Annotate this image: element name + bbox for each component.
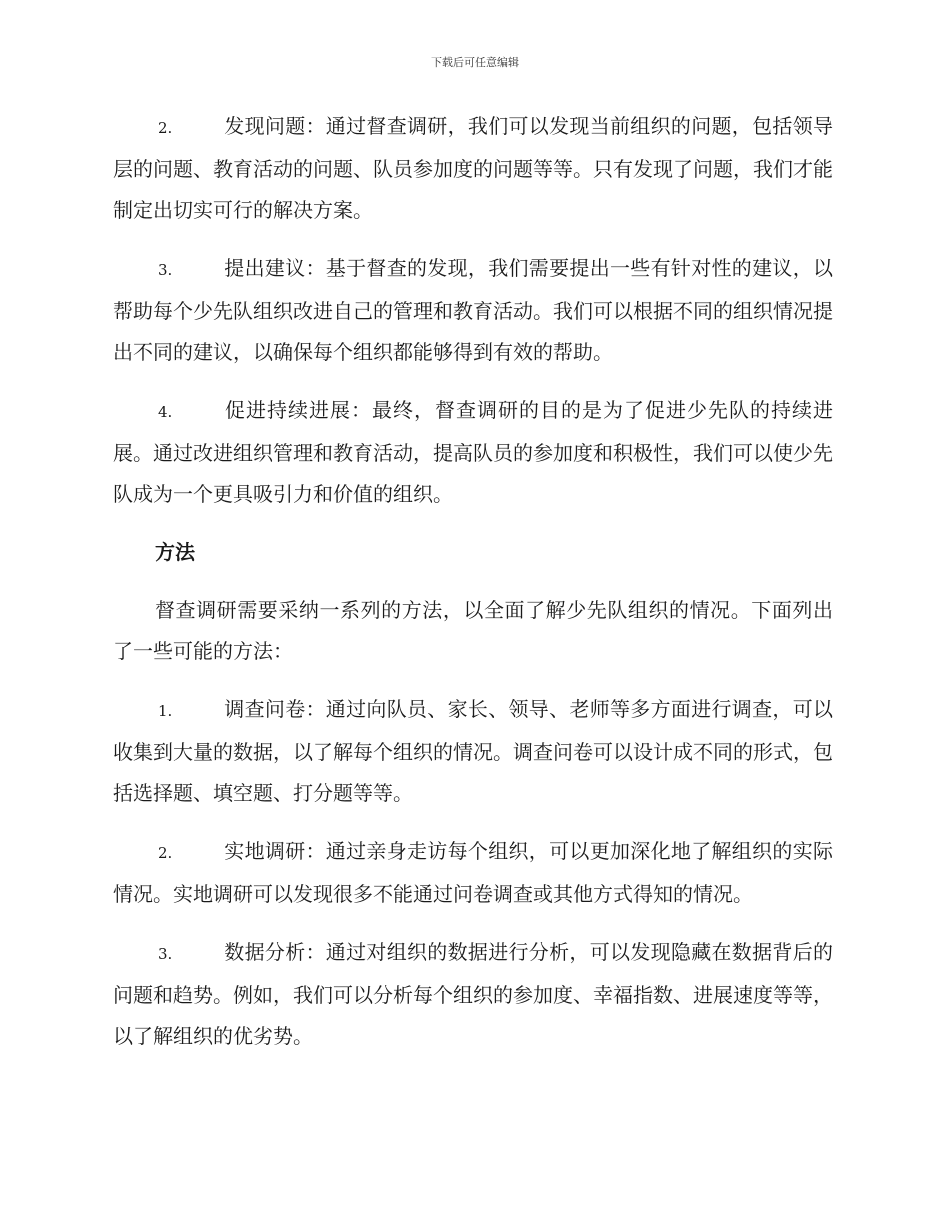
list-number: 4. bbox=[158, 403, 173, 421]
list-text: 提出建议：基于督查的发现，我们需要提出一些有针对性的建议，以帮助每个少先队组织改进自己的管理和教育活动。我们可以根据不同的组织情况提出不同的建议，以确保每个组织都能够得到有效的帮助。 bbox=[113, 256, 833, 364]
list-item bbox=[113, 248, 833, 373]
list-number: 1. bbox=[158, 702, 173, 720]
section-intro: 督查调研需要采纳一系列的方法，以全面了解少先队组织的情况。下面列出了一些可能的方法： bbox=[113, 598, 833, 663]
list-text: 实地调研：通过亲身走访每个组织，可以更加深化地了解组织的实际情况。实地调研可以发现很多不能通过问卷调查或其他方式得知的情况。 bbox=[113, 839, 833, 906]
list-item bbox=[113, 932, 833, 1057]
list-item bbox=[113, 689, 833, 814]
list-text: 促进持续进展：最终，督查调研的目的是为了促进少先队的持续进展。通过改进组织管理和教育活动，提高队员的参加度和积极性，我们可以使少先队成为一个更具吸引力和价值的组织。 bbox=[113, 398, 833, 506]
page-header: 下载后可任意编辑 bbox=[431, 56, 519, 69]
list-text: 发现问题：通过督查调研，我们可以发现当前组织的问题，包括领导层的问题、教育活动的问题、队员参加度的问题等等。只有发现了问题，我们才能制定出切实可行的解决方案。 bbox=[113, 114, 833, 222]
list-number: 2. bbox=[158, 844, 173, 862]
list-number: 2. bbox=[158, 119, 173, 137]
list-item bbox=[113, 106, 833, 231]
list-item bbox=[113, 390, 833, 515]
list-item bbox=[113, 831, 833, 915]
list-text: 数据分析：通过对组织的数据进行分析，可以发现隐藏在数据背后的问题和趋势。例如，我们可以分析每个组织的参加度、幸福指数、进展速度等等，以了解组织的优劣势。 bbox=[113, 940, 833, 1048]
document-body bbox=[113, 106, 833, 1074]
section-heading: 方法 bbox=[155, 540, 195, 564]
list-number: 3. bbox=[158, 945, 173, 963]
list-number: 3. bbox=[158, 261, 173, 279]
list-text: 调查问卷：通过向队员、家长、领导、老师等多方面进行调查，可以收集到大量的数据，以了解每个组织的情况。调查问卷可以设计成不同的形式，包括选择题、填空题、打分题等等。 bbox=[113, 697, 833, 805]
